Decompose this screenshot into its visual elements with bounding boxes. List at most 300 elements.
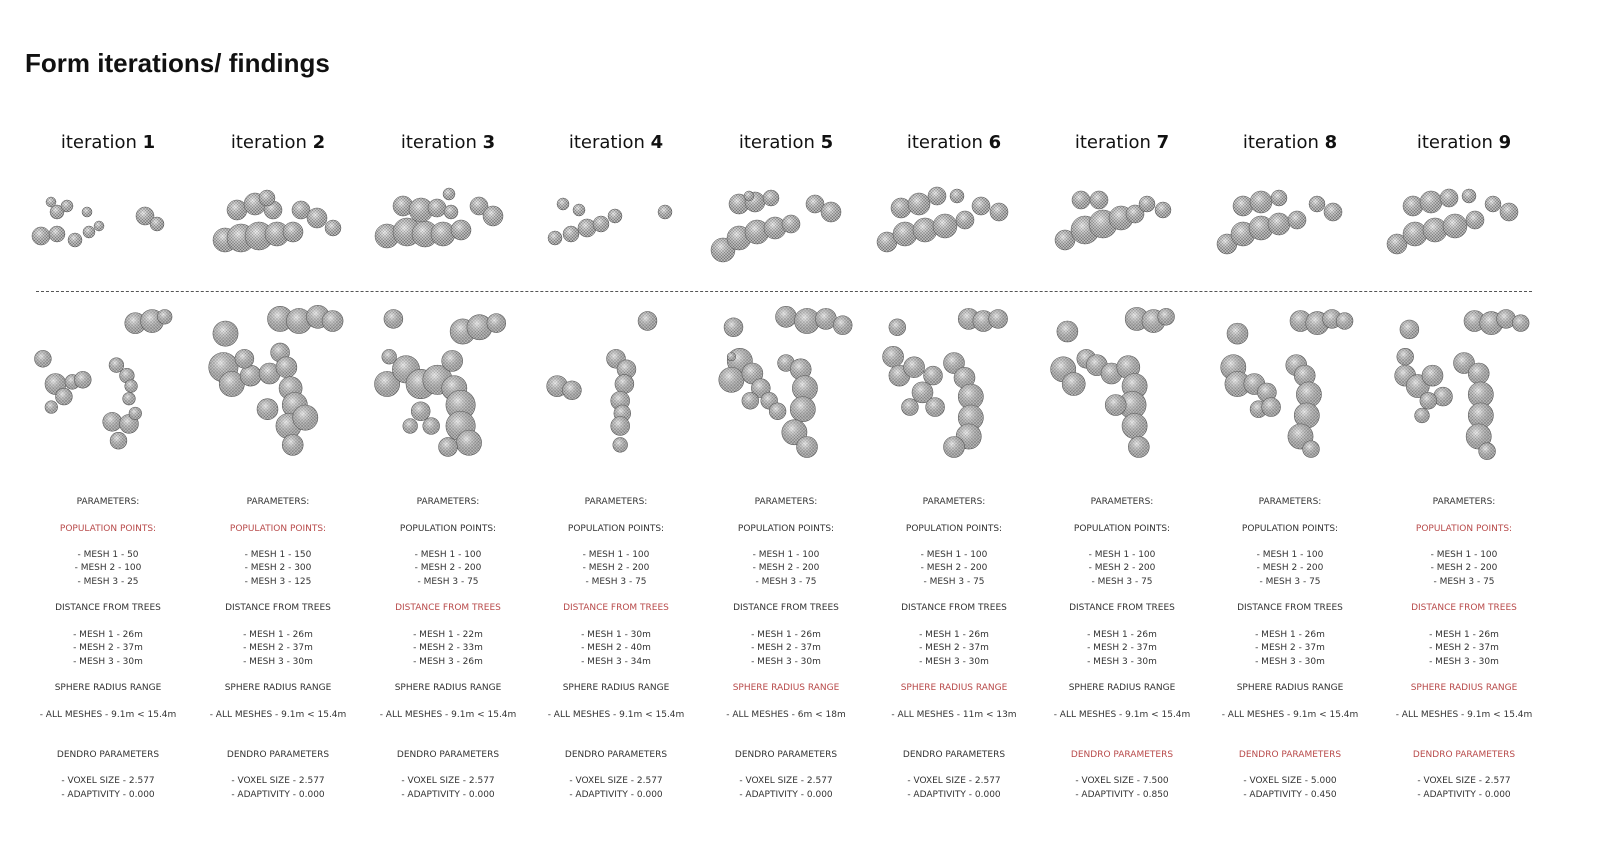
parameters-block (1204, 496, 1376, 802)
plan-mesh-blob-shade (833, 316, 852, 335)
spacer (530, 669, 702, 682)
iteration-column (530, 0, 702, 862)
perspective-mesh-blob-shade (1288, 211, 1306, 229)
spacer (1204, 589, 1376, 602)
perspective-mesh-blob-shade (1090, 191, 1108, 209)
spacer (1036, 536, 1208, 549)
sphere-radius-range-label: SPHERE RADIUS RANGE (394, 683, 502, 694)
dendro-value: - VOXEL SIZE - 5.000 (1243, 776, 1337, 787)
perspective-mesh-blob-shade (444, 205, 458, 219)
distance-value: - MESH 2 - 37m (1255, 643, 1325, 654)
population-value: - MESH 1 - 100 (582, 550, 650, 561)
plan-mesh-blob-shade (125, 380, 138, 393)
population-value: - MESH 2 - 300 (244, 563, 312, 574)
dendro-parameters-label: DENDRO PARAMETERS (902, 749, 1006, 760)
plan-mesh-blob-shade (742, 392, 759, 409)
distance-from-trees-label: DISTANCE FROM TREES (55, 603, 161, 614)
spacer (1036, 762, 1208, 775)
iteration-word: iteration (738, 132, 815, 153)
population-points-label: POPULATION POINTS: (229, 523, 327, 534)
plan-mesh-blob-shade (45, 401, 58, 414)
perspective-mesh-blob-shade (893, 222, 917, 246)
plan-mesh-blob-shade (638, 312, 657, 331)
population-points-label: POPULATION POINTS: (1415, 523, 1513, 534)
iteration-word: iteration (1074, 132, 1151, 153)
distance-value: - MESH 3 - 30m (73, 656, 143, 667)
perspective-mesh-blob-shade (483, 206, 503, 226)
perspective-mesh-blob-shade (1466, 211, 1484, 229)
plan-mesh-blob-shade (1262, 398, 1281, 417)
spacer (1378, 589, 1550, 602)
plan-mesh-blob-shade (1158, 308, 1175, 325)
plan-mesh-image (28, 300, 188, 468)
perspective-mesh-blob-shade (1268, 213, 1290, 235)
plan-mesh-blob-shade (56, 388, 73, 405)
population-value: - MESH 1 - 100 (920, 550, 988, 561)
perspective-mesh-blob-shade (972, 197, 990, 215)
perspective-mesh-blob-shade (1072, 191, 1090, 209)
sphere-radius-value: - ALL MESHES - 9.1m < 15.4m (547, 709, 685, 720)
plan-mesh-blob-shade (103, 412, 122, 431)
spacer (22, 669, 194, 682)
spacer (700, 722, 872, 749)
parameters-label: PARAMETERS: (416, 497, 480, 507)
distance-value: - MESH 1 - 26m (1255, 629, 1325, 640)
spacer (868, 589, 1040, 602)
distance-from-trees-label: DISTANCE FROM TREES (225, 603, 331, 614)
plan-mesh-blob-shade (456, 430, 481, 455)
perspective-mesh-blob-shade (83, 226, 95, 238)
spacer (1204, 669, 1376, 682)
plan-mesh-blob-shade (423, 418, 440, 435)
dendro-value: - VOXEL SIZE - 2.577 (907, 776, 1001, 787)
perspective-mesh-image (535, 182, 697, 274)
perspective-mesh-image (1209, 182, 1371, 274)
dendro-parameters-label: DENDRO PARAMETERS (1412, 749, 1516, 760)
perspective-mesh-blob-shade (1309, 196, 1325, 212)
perspective-mesh-blob-shade (1233, 196, 1253, 216)
perspective-mesh-blob-shade (1440, 189, 1458, 207)
sphere-radius-value: - ALL MESHES - 9.1m < 15.4m (39, 709, 177, 720)
population-value: - MESH 1 - 100 (752, 550, 820, 561)
iteration-heading (1204, 132, 1376, 153)
perspective-mesh-blob-shade (49, 226, 65, 242)
spacer (1036, 589, 1208, 602)
perspective-mesh-blob-shade (46, 197, 56, 207)
dendro-value: - VOXEL SIZE - 2.577 (1417, 776, 1511, 787)
plan-mesh-blob-shade (1397, 348, 1414, 365)
spacer (22, 536, 194, 549)
iteration-word: iteration (400, 132, 477, 153)
spacer (22, 589, 194, 602)
dendro-parameters-label: DENDRO PARAMETERS (1070, 749, 1174, 760)
spacer (192, 589, 364, 602)
perspective-mesh-blob-shade (563, 226, 579, 242)
perspective-mesh-blob-shade (283, 222, 303, 242)
population-value: - MESH 3 - 75 (1259, 576, 1321, 587)
sphere-radius-value: - ALL MESHES - 6m < 18m (726, 709, 846, 720)
spacer (868, 616, 1040, 629)
perspective-mesh-blob-shade (443, 188, 455, 200)
plan-mesh-image (1042, 300, 1202, 468)
sphere-radius-range-label: SPHERE RADIUS RANGE (1410, 683, 1518, 694)
distance-from-trees-label: DISTANCE FROM TREES (1237, 603, 1343, 614)
distance-value: - MESH 1 - 26m (73, 629, 143, 640)
spacer (868, 762, 1040, 775)
iteration-word: iteration (568, 132, 645, 153)
sphere-radius-range-label: SPHERE RADIUS RANGE (1068, 683, 1176, 694)
distance-from-trees-label: DISTANCE FROM TREES (1069, 603, 1175, 614)
spacer (1378, 616, 1550, 629)
population-value: - MESH 1 - 150 (244, 550, 312, 561)
spacer (1204, 536, 1376, 549)
iteration-column (1036, 0, 1208, 862)
distance-from-trees-label: DISTANCE FROM TREES (1411, 603, 1517, 614)
plan-mesh-blob-shade (1336, 313, 1353, 330)
plan-mesh-blob-shade (235, 349, 254, 368)
dendro-value: - VOXEL SIZE - 2.577 (61, 776, 155, 787)
parameters-block (192, 496, 364, 802)
plan-mesh-blob-shade (944, 437, 965, 458)
perspective-mesh-blob-shade (782, 215, 800, 233)
sphere-radius-value: - ALL MESHES - 11m < 13m (891, 709, 1017, 720)
dendro-value: - ADAPTIVITY - 0.000 (907, 789, 1001, 800)
spacer (1378, 669, 1550, 682)
population-points-label: POPULATION POINTS: (905, 523, 1003, 534)
population-value: - MESH 2 - 200 (752, 563, 820, 574)
sphere-radius-range-label: SPHERE RADIUS RANGE (224, 683, 332, 694)
perspective-mesh-blob-shade (428, 199, 446, 217)
iteration-heading (362, 132, 534, 153)
perspective-mesh-blob-shade (451, 220, 471, 240)
plan-mesh-blob-shade (1400, 320, 1419, 339)
perspective-mesh-blob-shade (325, 220, 341, 236)
plan-mesh-blob-shade (797, 437, 818, 458)
perspective-mesh-blob-shade (1420, 191, 1442, 213)
dendro-value: - ADAPTIVITY - 0.000 (739, 789, 833, 800)
perspective-mesh-image (27, 182, 189, 274)
perspective-mesh-blob-shade (1271, 190, 1287, 206)
perspective-mesh-blob-shade (150, 217, 164, 231)
plan-mesh-blob-shade (442, 350, 463, 371)
iteration-heading (1378, 132, 1550, 153)
spacer (22, 695, 194, 708)
perspective-mesh-blob-shade (68, 233, 82, 247)
spacer (868, 509, 1040, 522)
plan-mesh-blob-shade (727, 353, 735, 361)
spacer (868, 669, 1040, 682)
perspective-mesh-blob-shade (744, 191, 754, 201)
perspective-mesh-image (197, 182, 359, 274)
spacer (1036, 669, 1208, 682)
plan-mesh-blob-shade (322, 311, 343, 332)
distance-from-trees-label: DISTANCE FROM TREES (395, 603, 501, 614)
distance-value: - MESH 1 - 26m (751, 629, 821, 640)
population-value: - MESH 3 - 25 (77, 576, 139, 587)
perspective-mesh-blob-shade (1324, 203, 1342, 221)
iteration-heading (1036, 132, 1208, 153)
dendro-parameters-label: DENDRO PARAMETERS (56, 749, 160, 760)
spacer (192, 695, 364, 708)
page-title: Form iterations/ findings (25, 48, 330, 78)
distance-value: - MESH 1 - 26m (243, 629, 313, 640)
plan-mesh-blob-shade (724, 318, 743, 337)
plan-mesh-blob-shade (1128, 437, 1149, 458)
parameters-block (1378, 496, 1550, 802)
perspective-mesh-blob-shade (307, 208, 327, 228)
plan-mesh-blob-shade (282, 434, 303, 455)
dendro-value: - ADAPTIVITY - 0.000 (1417, 789, 1511, 800)
spacer (192, 669, 364, 682)
plan-mesh-blob-shade (157, 309, 172, 324)
parameters-label: PARAMETERS: (1258, 497, 1322, 507)
parameters-label: PARAMETERS: (584, 497, 648, 507)
perspective-mesh-blob-shade (259, 190, 275, 206)
plan-mesh-image (1210, 300, 1370, 468)
population-value: - MESH 1 - 50 (77, 550, 139, 561)
parameters-label: PARAMETERS: (754, 497, 818, 507)
iteration-column (192, 0, 364, 862)
iteration-number: 2 (312, 132, 326, 153)
spacer (1204, 509, 1376, 522)
plan-mesh-blob-shade (1479, 443, 1496, 460)
population-points-label: POPULATION POINTS: (399, 523, 497, 534)
plan-mesh-blob-shade (487, 314, 506, 333)
plan-mesh-blob-shade (257, 399, 278, 420)
perspective-mesh-blob-shade (573, 204, 585, 216)
plan-mesh-blob-shade (790, 397, 815, 422)
plan-mesh-blob-shade (1303, 441, 1320, 458)
plan-mesh-blob-shade (1422, 365, 1443, 386)
iteration-number: 7 (1156, 132, 1170, 153)
sphere-radius-value: - ALL MESHES - 9.1m < 15.4m (209, 709, 347, 720)
iteration-number: 9 (1498, 132, 1512, 153)
population-value: - MESH 3 - 75 (755, 576, 817, 587)
spacer (1378, 722, 1550, 749)
perspective-mesh-blob-shade (548, 231, 562, 245)
population-value: - MESH 3 - 75 (417, 576, 479, 587)
distance-value: - MESH 2 - 37m (73, 643, 143, 654)
population-points-label: POPULATION POINTS: (59, 523, 157, 534)
parameters-block (22, 496, 194, 802)
plan-mesh-blob-shade (1062, 372, 1085, 395)
spacer (530, 695, 702, 708)
spacer (1036, 722, 1208, 749)
spacer (700, 669, 872, 682)
perspective-mesh-blob-shade (990, 203, 1008, 221)
dendro-value: - ADAPTIVITY - 0.000 (569, 789, 663, 800)
population-value: - MESH 3 - 75 (1433, 576, 1495, 587)
spacer (1036, 695, 1208, 708)
spacer (1378, 762, 1550, 775)
plan-mesh-blob-shade (213, 321, 238, 346)
plan-mesh-blob-shade (123, 392, 136, 405)
dendro-value: - VOXEL SIZE - 2.577 (739, 776, 833, 787)
parameters-label: PARAMETERS: (246, 497, 310, 507)
dendro-value: - ADAPTIVITY - 0.000 (231, 789, 325, 800)
dendro-parameters-label: DENDRO PARAMETERS (734, 749, 838, 760)
distance-value: - MESH 3 - 30m (751, 656, 821, 667)
distance-value: - MESH 1 - 26m (1087, 629, 1157, 640)
population-value: - MESH 2 - 200 (920, 563, 988, 574)
plan-mesh-image (536, 300, 696, 468)
perspective-mesh-blob-shade (908, 193, 930, 215)
dendro-value: - VOXEL SIZE - 2.577 (231, 776, 325, 787)
population-value: - MESH 3 - 75 (923, 576, 985, 587)
spacer (192, 536, 364, 549)
iteration-column (868, 0, 1040, 862)
perspective-mesh-blob-shade (557, 198, 569, 210)
plan-mesh-blob-shade (776, 306, 797, 327)
iteration-heading (192, 132, 364, 153)
perspective-mesh-blob-shade (1403, 196, 1423, 216)
population-value: - MESH 3 - 75 (1091, 576, 1153, 587)
parameters-label: PARAMETERS: (1432, 497, 1496, 507)
plan-mesh-blob-shade (1512, 315, 1529, 332)
parameters-block (868, 496, 1040, 802)
spacer (530, 762, 702, 775)
dendro-value: - ADAPTIVITY - 0.850 (1075, 789, 1169, 800)
plan-mesh-blob-shade (35, 350, 52, 367)
population-points-label: POPULATION POINTS: (567, 523, 665, 534)
spacer (192, 722, 364, 749)
sphere-radius-value: - ALL MESHES - 9.1m < 15.4m (1395, 709, 1533, 720)
parameters-label: PARAMETERS: (76, 497, 140, 507)
distance-value: - MESH 3 - 30m (1429, 656, 1499, 667)
perspective-mesh-blob-shade (1423, 218, 1447, 242)
sphere-radius-range-label: SPHERE RADIUS RANGE (1236, 683, 1344, 694)
spacer (1204, 695, 1376, 708)
perspective-mesh-blob-shade (1485, 196, 1501, 212)
plan-mesh-blob-shade (384, 309, 403, 328)
distance-value: - MESH 2 - 37m (751, 643, 821, 654)
spacer (868, 695, 1040, 708)
plan-mesh-blob-shade (902, 399, 919, 416)
iteration-number: 4 (650, 132, 664, 153)
plan-mesh-blob-shade (1227, 323, 1248, 344)
perspective-mesh-blob-shade (658, 205, 672, 219)
perspective-mesh-blob-shade (821, 202, 841, 222)
spacer (1036, 616, 1208, 629)
plan-mesh-image (368, 300, 528, 468)
plan-mesh-blob-shade (110, 432, 127, 449)
perspective-mesh-blob-shade (1500, 203, 1518, 221)
perspective-mesh-blob-shade (891, 198, 911, 218)
spacer (362, 589, 534, 602)
plan-mesh-blob-shade (129, 407, 142, 420)
population-value: - MESH 2 - 200 (1088, 563, 1156, 574)
dendro-parameters-label: DENDRO PARAMETERS (1238, 749, 1342, 760)
perspective-mesh-blob-shade (956, 211, 974, 229)
population-value: - MESH 1 - 100 (1088, 550, 1156, 561)
population-value: - MESH 1 - 100 (1430, 550, 1498, 561)
spacer (1204, 722, 1376, 749)
perspective-mesh-image (705, 182, 867, 274)
spacer (700, 536, 872, 549)
spacer (530, 589, 702, 602)
parameters-label: PARAMETERS: (1090, 497, 1154, 507)
plan-mesh-blob-shade (1415, 408, 1430, 423)
sphere-radius-range-label: SPHERE RADIUS RANGE (562, 683, 670, 694)
perspective-mesh-image (367, 182, 529, 274)
iteration-word: iteration (1242, 132, 1319, 153)
spacer (362, 536, 534, 549)
spacer (700, 589, 872, 602)
sphere-radius-value: - ALL MESHES - 9.1m < 15.4m (379, 709, 517, 720)
perspective-mesh-blob-shade (82, 207, 92, 217)
dendro-value: - VOXEL SIZE - 2.577 (401, 776, 495, 787)
plan-mesh-blob-shade (1122, 413, 1147, 438)
perspective-mesh-blob-shade (593, 216, 609, 232)
population-value: - MESH 3 - 75 (585, 576, 647, 587)
perspective-mesh-image (1383, 182, 1545, 274)
plan-mesh-image (1384, 300, 1544, 468)
iteration-number: 5 (820, 132, 834, 153)
spacer (22, 509, 194, 522)
spacer (362, 762, 534, 775)
perspective-mesh-blob-shade (1250, 191, 1272, 213)
dendro-parameters-label: DENDRO PARAMETERS (226, 749, 330, 760)
dendro-value: - ADAPTIVITY - 0.000 (61, 789, 155, 800)
distance-value: - MESH 2 - 33m (413, 643, 483, 654)
iteration-word: iteration (906, 132, 983, 153)
iteration-word: iteration (60, 132, 137, 153)
spacer (362, 509, 534, 522)
spacer (1204, 762, 1376, 775)
iteration-word: iteration (1416, 132, 1493, 153)
plan-mesh-blob-shade (382, 349, 397, 364)
iteration-heading (530, 132, 702, 153)
distance-from-trees-label: DISTANCE FROM TREES (733, 603, 839, 614)
plan-mesh-blob-shade (439, 438, 458, 457)
perspective-mesh-blob-shade (1403, 222, 1427, 246)
distance-value: - MESH 2 - 37m (243, 643, 313, 654)
sphere-radius-range-label: SPHERE RADIUS RANGE (732, 683, 840, 694)
iteration-column (1204, 0, 1376, 862)
plan-mesh-blob-shade (293, 405, 318, 430)
distance-from-trees-label: DISTANCE FROM TREES (901, 603, 1007, 614)
spacer (22, 762, 194, 775)
population-value: - MESH 2 - 200 (582, 563, 650, 574)
iteration-number: 8 (1324, 132, 1338, 153)
perspective-mesh-blob-shade (94, 221, 104, 231)
distance-value: - MESH 1 - 30m (581, 629, 651, 640)
plan-mesh-blob-shade (989, 309, 1008, 328)
spacer (192, 762, 364, 775)
plan-mesh-image (706, 300, 866, 468)
distance-from-trees-label: DISTANCE FROM TREES (563, 603, 669, 614)
perspective-mesh-blob-shade (950, 189, 964, 203)
perspective-mesh-blob-shade (431, 222, 455, 246)
spacer (22, 722, 194, 749)
iteration-number: 1 (142, 132, 156, 153)
sphere-radius-value: - ALL MESHES - 9.1m < 15.4m (1053, 709, 1191, 720)
parameters-block (362, 496, 534, 802)
iteration-number: 3 (482, 132, 496, 153)
iteration-heading (22, 132, 194, 153)
dendro-value: - ADAPTIVITY - 0.000 (401, 789, 495, 800)
spacer (1378, 509, 1550, 522)
spacer (868, 722, 1040, 749)
spacer (192, 616, 364, 629)
spacer (530, 536, 702, 549)
spacer (868, 536, 1040, 549)
population-value: - MESH 1 - 100 (1256, 550, 1324, 561)
perspective-mesh-blob-shade (1139, 196, 1155, 212)
plan-mesh-blob-shade (1057, 321, 1078, 342)
spacer (192, 509, 364, 522)
population-value: - MESH 2 - 100 (74, 563, 142, 574)
